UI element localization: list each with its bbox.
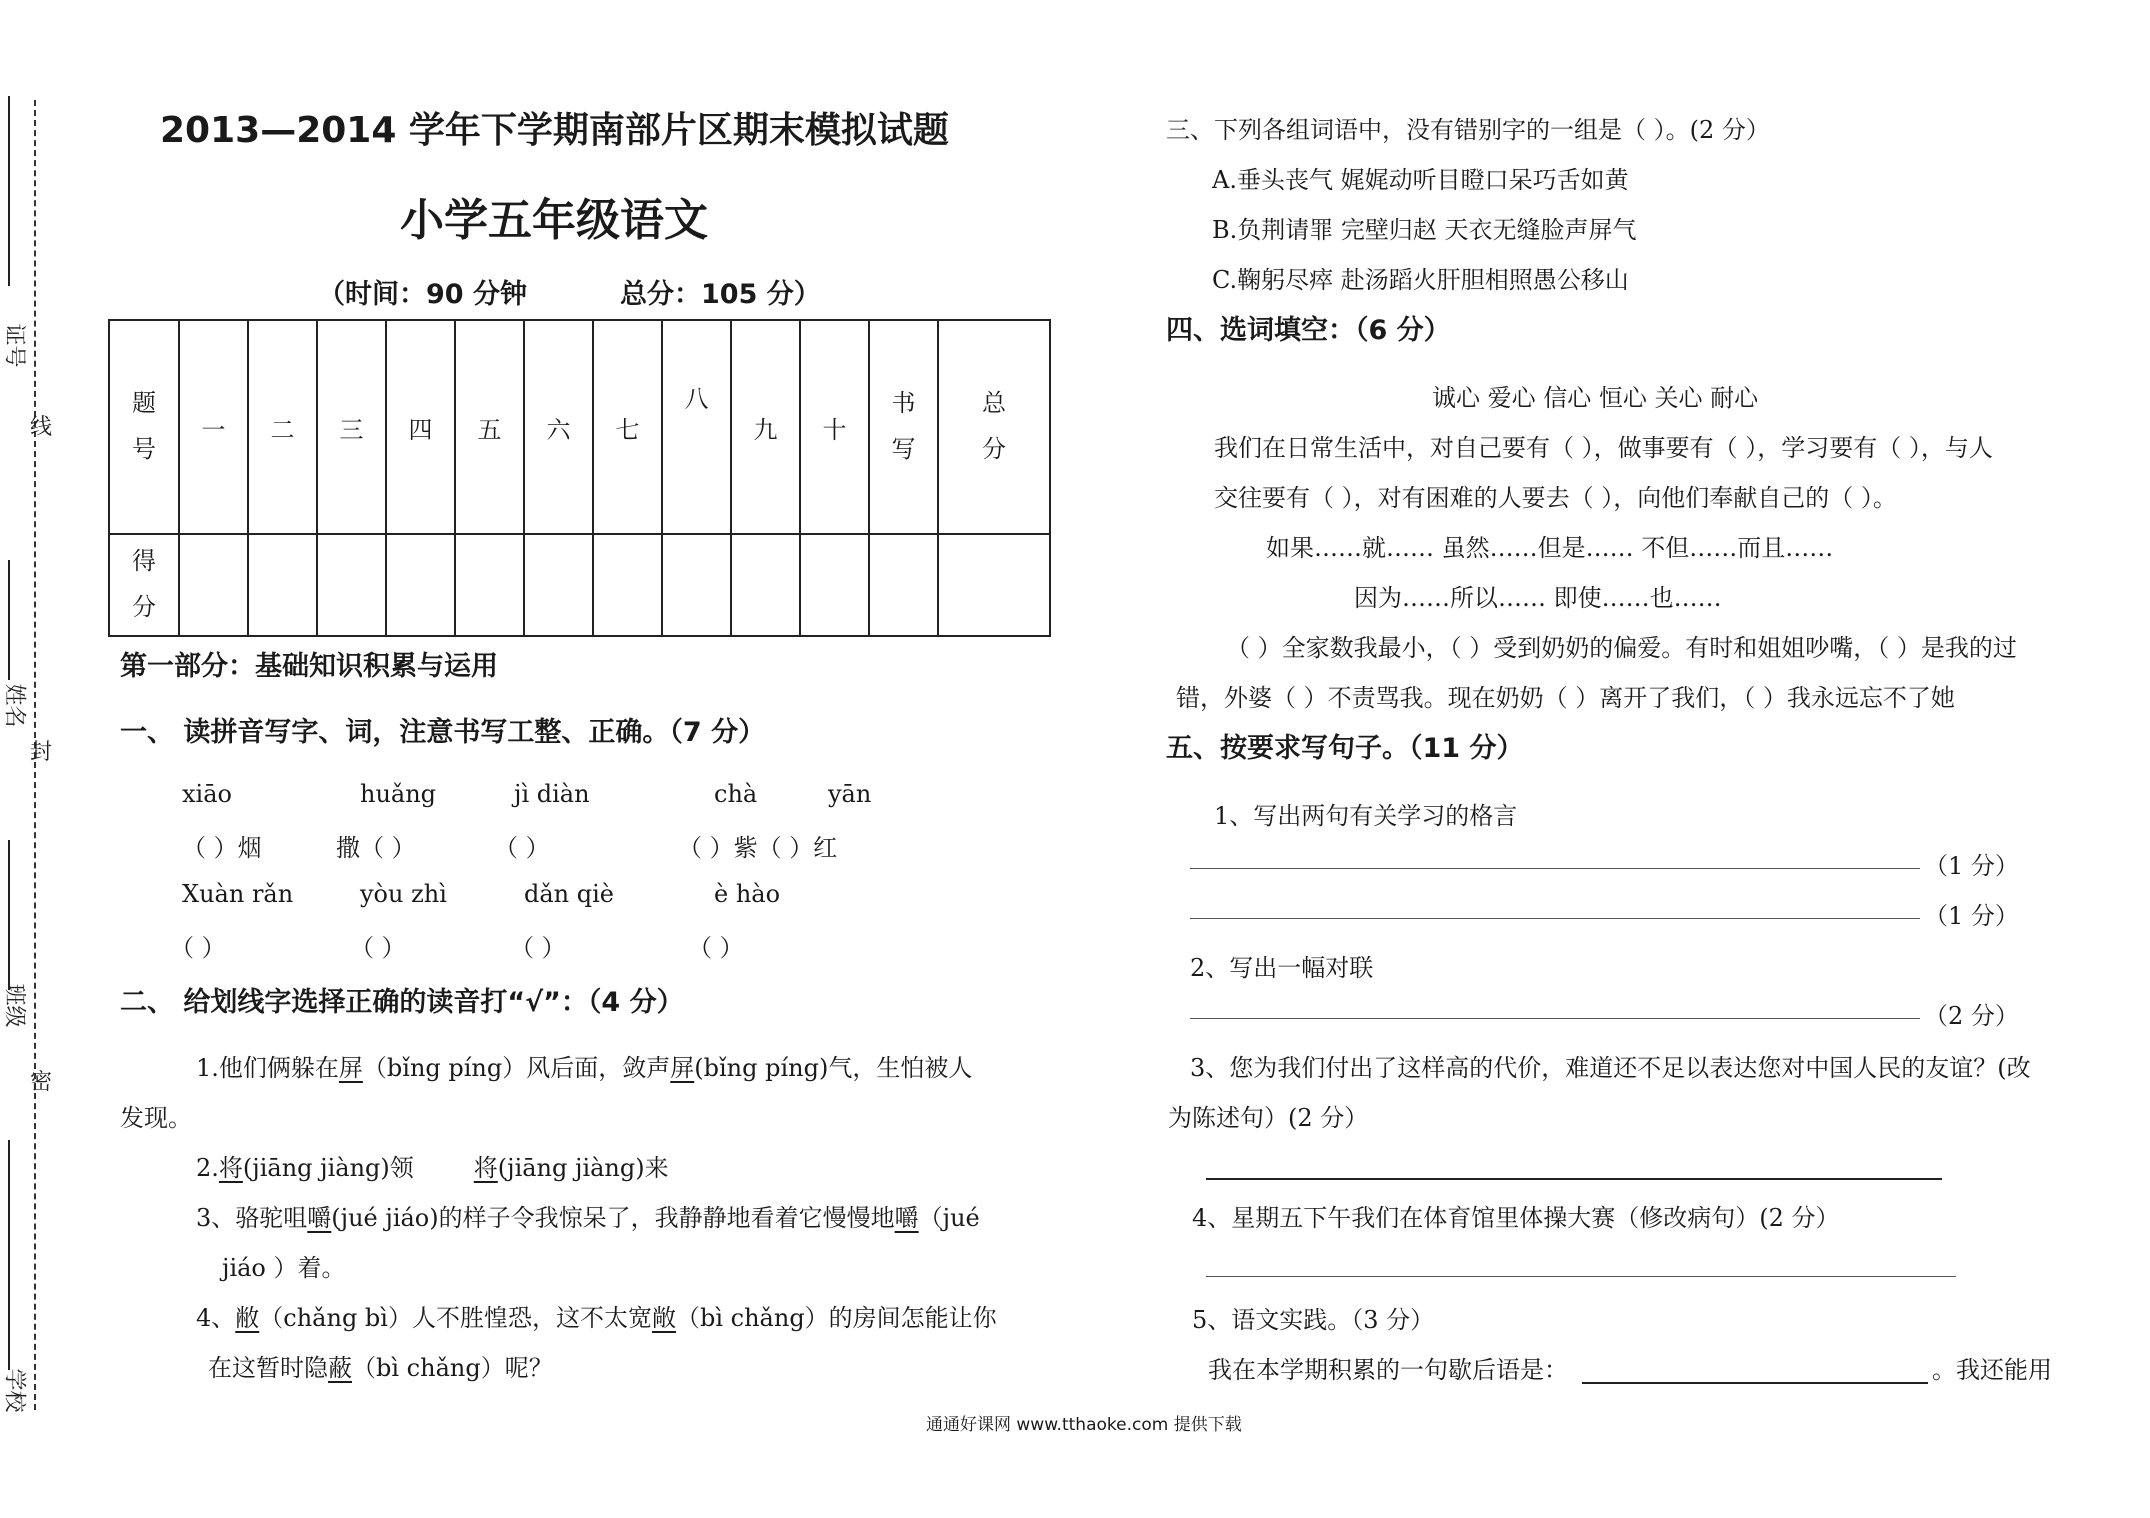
q5-item-5-text: 我在本学期积累的一句歇后语是： (1208, 1356, 1568, 1384)
score-table-cell: 题号 (109, 320, 179, 534)
q1-pinyin: Xuàn rǎn (182, 880, 294, 908)
q4-passage-line: （ ）全家数我最小，（ ）受到奶奶的偏爱。有时和姐姐吵嘴，（ ）是我的过 (1226, 634, 2017, 662)
score-input-cell[interactable] (593, 534, 662, 636)
q1-answer-blank[interactable]: （ ） (494, 834, 550, 862)
q1-pinyin: è hào (714, 880, 781, 908)
footer-source: 通通好课网 www.tthaoke.com 提供下载 (926, 1415, 1242, 1435)
score-table-cell: 十 (800, 320, 869, 534)
q4-conjunctions: 因为……所以…… 即使……也…… (1354, 584, 1722, 612)
answer-line[interactable] (1190, 868, 1920, 869)
q1-pinyin: xiāo (182, 780, 232, 808)
q3-title: 三、下列各组词语中，没有错别字的一组是（ ）。(2 分） (1166, 116, 1770, 144)
q1-answer-blank[interactable]: （ ） (350, 934, 406, 962)
answer-line[interactable] (1582, 1382, 1928, 1384)
score-input-cell[interactable] (455, 534, 524, 636)
q2-item-1-cont: 发现。 (120, 1104, 192, 1132)
answer-line[interactable] (1190, 918, 1920, 919)
q1-answer-blank[interactable]: （ ） (510, 934, 566, 962)
exam-subtitle: 小学五年级语文 (400, 195, 708, 246)
score-input-cell[interactable] (800, 534, 869, 636)
margin-label-school: 学校 (1, 1368, 27, 1413)
q5-item-1-score: （1 分） (1924, 902, 2019, 930)
q5-item-1-score: （1 分） (1924, 852, 2019, 880)
score-table-cell: 四 (386, 320, 455, 534)
margin-fill-line (8, 560, 10, 680)
score-table-cell: 八 (662, 320, 731, 534)
margin-label-id: 证号 (1, 323, 27, 368)
answer-line[interactable] (1206, 1276, 1956, 1277)
q5-title: 五、按要求写句子。（11 分） (1166, 733, 1524, 764)
q5-item-2-score: （2 分） (1924, 1002, 2019, 1030)
score-table-cell: 二 (248, 320, 317, 534)
q1-answer-blank[interactable]: （ ） (170, 934, 226, 962)
q3-option-a[interactable]: A.垂头丧气 娓娓动听目瞪口呆巧舌如黄 (1212, 166, 1629, 194)
answer-line[interactable] (1190, 1018, 1920, 1019)
exam-title: 2013—2014 学年下学期南部片区期末模拟试题 (160, 110, 949, 151)
q5-item-5: 5、语文实践。（3 分） (1192, 1306, 1435, 1334)
score-input-cell[interactable] (317, 534, 386, 636)
q4-passage-line: 错，外婆（ ）不责骂我。现在奶奶（ ）离开了我们，（ ）我永远忘不了她 (1176, 684, 1955, 712)
score-table-cell: 书写 (869, 320, 938, 534)
q4-title: 四、选词填空：（6 分） (1166, 315, 1451, 346)
margin-label-name: 姓名 (1, 683, 27, 728)
q3-option-c[interactable]: C.鞠躬尽瘁 赴汤蹈火肝胆相照愚公移山 (1212, 266, 1629, 294)
score-table-cell: 得分 (109, 534, 179, 636)
score-table-cell: 五 (455, 320, 524, 534)
score-input-cell[interactable] (524, 534, 593, 636)
q2-item-3: 3、骆驼咀嚼(jué jiáo)的样子令我惊呆了，我静静地看着它慢慢地嚼（jué (196, 1204, 980, 1232)
score-table-score-row (109, 534, 1050, 636)
q2-item-1: 1.他们俩躲在屏（bǐng píng）风后面，敛声屏(bǐng píng)气，生怕被人 (196, 1054, 973, 1082)
q1-answer-blank[interactable]: （ ）烟 (182, 834, 262, 862)
q5-item-2: 2、写出一幅对联 (1190, 954, 1374, 982)
q2-item-4: 4、敝（chǎng bì）人不胜惶恐，这不太宽敞（bì chǎng）的房间怎能让你 (196, 1304, 997, 1332)
q5-item-1: 1、写出两句有关学习的格言 (1214, 802, 1518, 830)
q2-title: 二、 给划线字选择正确的读音打“√”：（4 分） (120, 987, 684, 1018)
score-table (108, 319, 1051, 637)
q1-pinyin: yān (828, 780, 872, 808)
q2-item-4-cont: 在这暂时隐蔽（bì chǎng）呢？ (208, 1354, 553, 1382)
margin-fill-line (8, 96, 10, 286)
q1-answer-blank[interactable]: （ ）紫（ ）红 (678, 834, 838, 862)
q1-pinyin: jì diàn (514, 780, 590, 808)
q4-word-bank: 诚心 爱心 信心 恒心 关心 耐心 (1432, 384, 1759, 412)
score-table-cell: 六 (524, 320, 593, 534)
score-input-cell[interactable] (869, 534, 938, 636)
part1-title: 第一部分：基础知识积累与运用 (120, 651, 498, 682)
q1-pinyin: yòu zhì (360, 880, 447, 908)
score-input-cell[interactable] (938, 534, 1050, 636)
q1-title: 一、 读拼音写字、词，注意书写工整、正确。（7 分） (120, 717, 766, 748)
exam-time: （时间：90 分钟 (318, 279, 527, 310)
margin-fill-line (8, 1140, 10, 1370)
q1-answer-blank[interactable]: （ ） (688, 934, 744, 962)
q4-conjunctions: 如果……就…… 虽然……但是…… 不但……而且…… (1266, 534, 1834, 562)
q1-pinyin: chà (714, 780, 758, 808)
q3-option-b[interactable]: B.负荆请罪 完壁归赵 天衣无缝脸声屏气 (1212, 216, 1637, 244)
score-table-cell: 九 (731, 320, 800, 534)
score-input-cell[interactable] (248, 534, 317, 636)
q4-passage-line: 交往要有（ ），对有困难的人要去（ ），向他们奉献自己的（ ）。 (1214, 484, 1897, 512)
score-table-cell: 总分 (938, 320, 1050, 534)
q2-item-2: 2.将(jiāng jiàng)领 将(jiāng jiàng)来 (196, 1154, 669, 1182)
q5-item-3-cont: 为陈述句）(2 分） (1168, 1104, 1369, 1132)
q1-pinyin: huǎng (360, 780, 437, 808)
q5-item-5-tail: 。我还能用 (1932, 1356, 2052, 1384)
margin-label-class: 班级 (1, 983, 27, 1028)
q5-item-3: 3、您为我们付出了这样高的代价，难道还不足以表达您对中国人民的友谊？(改 (1190, 1054, 2031, 1082)
score-table-header-row (109, 320, 1050, 534)
score-table-cell: 一 (179, 320, 248, 534)
score-table-cell: 三 (317, 320, 386, 534)
score-input-cell[interactable] (731, 534, 800, 636)
score-input-cell[interactable] (179, 534, 248, 636)
exam-total-score: 总分：105 分） (620, 279, 821, 310)
score-input-cell[interactable] (386, 534, 455, 636)
q1-pinyin: dǎn qiè (524, 880, 614, 908)
q2-item-3-cont: jiáo ）着。 (222, 1254, 346, 1282)
q5-item-4: 4、星期五下午我们在体育馆里体操大赛（修改病句）(2 分） (1192, 1204, 1840, 1232)
score-table-cell: 七 (593, 320, 662, 534)
margin-char-mi: 密 (30, 1070, 53, 1095)
margin-char-xian: 线 (30, 415, 53, 440)
q1-answer-blank[interactable]: 撒（ ） (336, 834, 416, 862)
margin-fill-line (8, 840, 10, 990)
score-input-cell[interactable] (662, 534, 731, 636)
margin-char-feng: 封 (30, 740, 53, 765)
answer-line[interactable] (1206, 1178, 1942, 1180)
q4-passage-line: 我们在日常生活中，对自己要有（ ），做事要有（ ），学习要有（ ），与人 (1214, 434, 1993, 462)
